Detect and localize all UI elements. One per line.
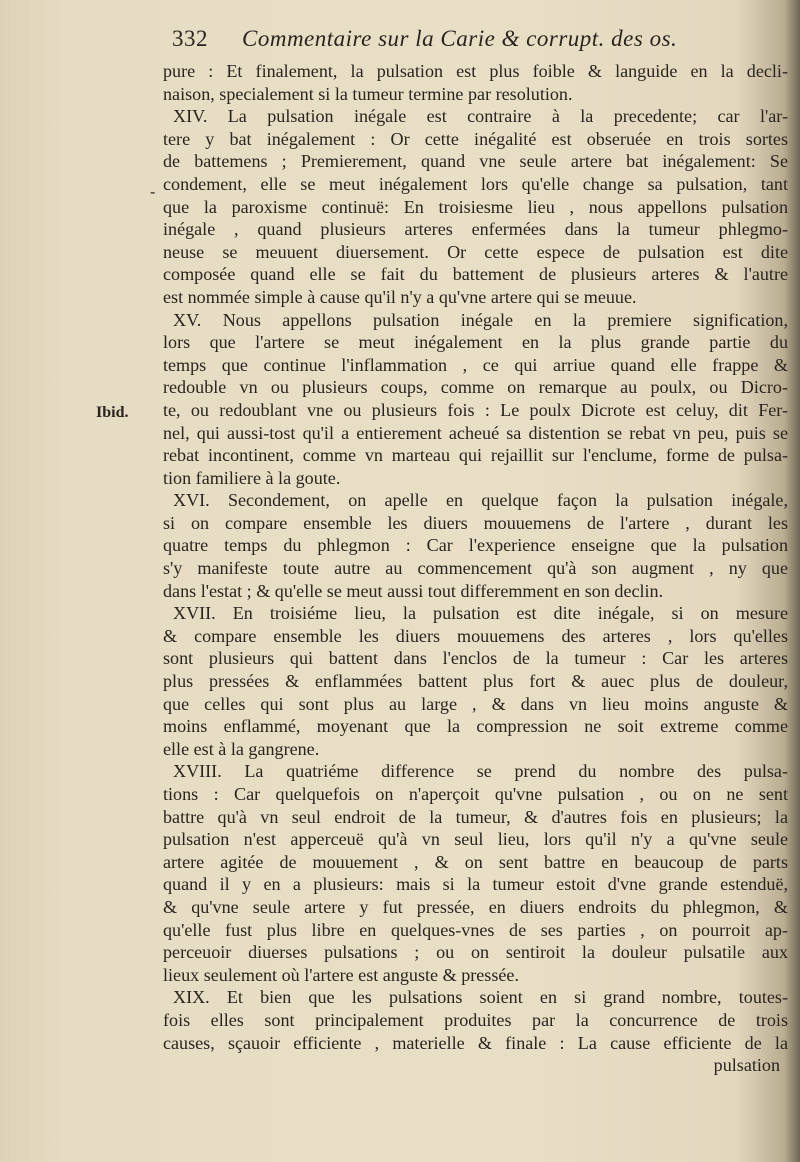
text-line: naison, specialement si la tumeur termine par resolution. <box>163 83 573 104</box>
text-line: que la paroxisme continuë: En troisiesme lieu , nous appellons pulsation <box>163 196 788 217</box>
text-line: tere y bat inégalement : Or cette inégalité est obseruée en trois sortes <box>163 128 788 149</box>
text-line: XIX. Et bien que les pulsations soient en si grand nombre, toutes- <box>173 987 788 1008</box>
text-line: redouble vn ou plusieurs coups, comme on remarque au poulx, ou Dicro- <box>163 377 788 398</box>
text-line: XV. Nous appellons pulsation inégale en la premiere signification, <box>173 309 788 330</box>
text-line: que celles qui sont plus au large , & dans vn lieu moins anguste & <box>163 693 788 714</box>
text-line: dans l'estat ; & qu'elle se meut aussi tout differemment en son declin. <box>163 580 664 601</box>
text-line: plus pressées & enflammées battent plus fort & auec plus de douleur, <box>163 671 788 692</box>
text-line: lieux seulement où l'artere est anguste & pressée. <box>163 964 519 985</box>
text-line: condement, elle se meut inégalement lors qu'elle change sa pulsation, tant <box>163 173 788 194</box>
text-line: moins enflammé, moyenant que la compression ne soit extreme comme <box>163 716 788 737</box>
text-line: XVI. Secondement, on apelle en quelque façon la pulsation inégale, <box>173 490 788 511</box>
text-line: composée quand elle se fait du battement de plusieurs arteres & l'autre <box>163 264 788 285</box>
text-line: pulsation n'est apperceuë qu'à vn seul lieu, lors qu'il n'y a qu'vne seule <box>163 829 788 850</box>
text-line: s'y manifeste toute autre au commencement qu'à son augment , ny que <box>163 558 788 579</box>
text-line: inégale , quand plusieurs arteres enfermées dans la tumeur phlegmo- <box>163 219 788 240</box>
text-line: nel, qui aussi-tost qu'il a entierement acheué sa distention se rebat vn peu, puis se <box>163 422 788 443</box>
text-line: tion familiere à la goute. <box>163 467 341 488</box>
text-line: lors que l'artere se meut inégalement en la plus grande partie du <box>163 332 788 353</box>
text-line: & qu'vne seule artere y fut pressée, en diuers endroits du phlegmon, & <box>163 896 788 917</box>
text-line: rebat incontinent, comme vn marteau qui rejaillit sur l'enclume, forme de pulsa- <box>163 445 788 466</box>
text-line: te, ou redoublant vne ou plusieurs fois : Le poulx Dicrote est celuy, dit Fer- <box>163 399 788 420</box>
text-line: de battemens ; Premierement, quand vne seule artere bat inégalement: Se <box>163 151 788 172</box>
text-line: qu'elle fust plus libre en quelques-vnes de ses parties , on pourroit ap- <box>163 919 788 940</box>
running-header <box>172 26 772 60</box>
text-line: XIV. La pulsation inégale est contraire à la precedente; car l'ar- <box>173 106 788 127</box>
text-line: XVII. En troisiéme lieu, la pulsation est dite inégale, si on mesure <box>173 603 788 624</box>
page-number: 332 <box>172 26 208 51</box>
text-line: sont plusieurs qui battent dans l'enclos de la tumeur : Car les arteres <box>163 648 788 669</box>
text-line: battre qu'à vn seul endroit de la tumeur, & d'autres fois en plusieurs; la <box>163 806 788 827</box>
text-line: tions : Car quelquefois on n'aperçoit qu'vne pulsation , ou on ne sent <box>163 784 788 804</box>
body-text <box>163 60 788 1077</box>
text-line: perceuoir diuerses pulsations ; ou on sentiroit la douleur pulsatile aux <box>163 942 788 963</box>
margin-note-ibid: Ibid. <box>96 404 129 421</box>
text-line: artere agitée de mouuement , & on sent battre en beaucoup de parts <box>163 851 788 872</box>
catchword: pulsation <box>713 1055 780 1076</box>
text-line: temps que continue l'inflammation , ce qui arriue quand elle frappe & <box>163 354 788 375</box>
text-line: causes, sçauoir efficiente , materielle & finale : La cause efficiente de la <box>163 1032 788 1053</box>
text-line: fois elles sont principalement produites par la concurrence de trois <box>163 1009 788 1030</box>
text-line: pure : Et finalement, la pulsation est plus foible & languide en la decli- <box>163 61 788 81</box>
text-line: & compare ensemble les diuers mouuemens des arteres , lors qu'elles <box>163 625 788 646</box>
text-line: quatre temps du phlegmon : Car l'experience enseigne que la pulsation <box>163 535 788 556</box>
margin-dash: - <box>150 182 156 201</box>
text-line: est nommée simple à cause qu'il n'y a qu'vne artere qui se meuue. <box>163 286 637 307</box>
text-line: elle est à la gangrene. <box>163 738 320 759</box>
text-line: si on compare ensemble les diuers mouuemens de l'artere , durant les <box>163 512 788 533</box>
text-line: neuse se meuuent diuersement. Or cette espece de pulsation est dite <box>163 241 788 262</box>
running-title: Commentaire sur la Carie & corrupt. des os. <box>242 26 678 51</box>
text-line: XVIII. La quatriéme difference se prend du nombre des pulsa- <box>173 761 788 782</box>
text-line: quand il y en a plusieurs: mais si la tumeur estoit d'vne grande estenduë, <box>163 874 788 895</box>
